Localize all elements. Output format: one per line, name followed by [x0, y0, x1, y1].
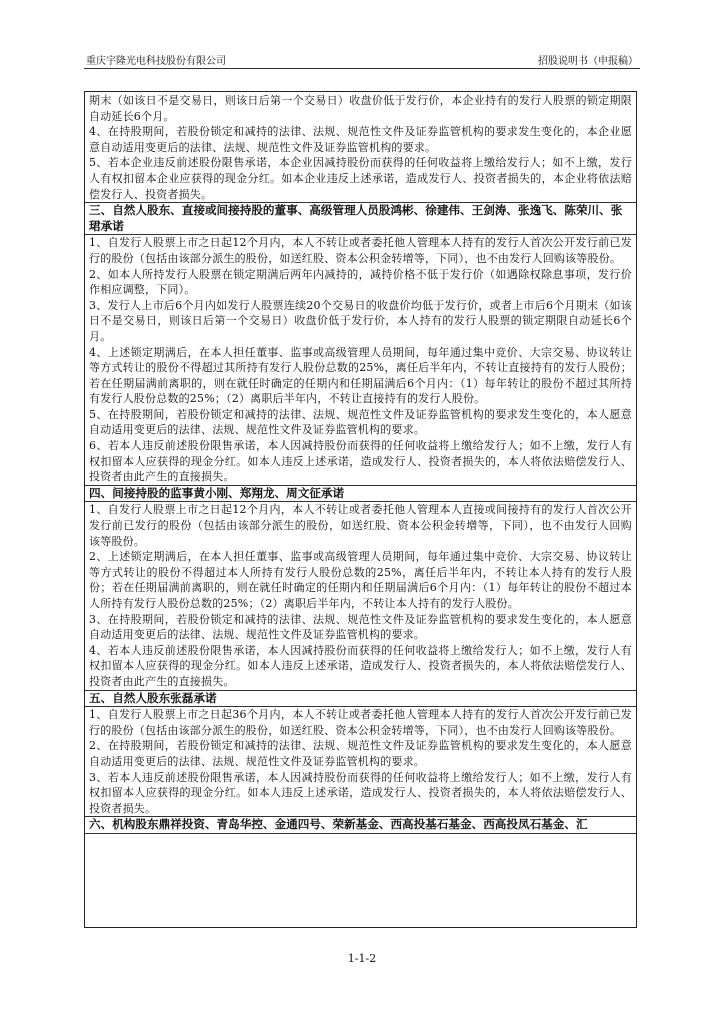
paragraph: 1、自发行人股票上市之日起36个月内，本人不转让或者委托他人管理本人持有的发行人首次公开发行前已发行的股份（包括由该部分派生的股份，如送红股、资本公积金转增等，下同），也不由发行人回购该等股份。: [89, 708, 632, 737]
company-name: 重庆宇隆光电科技股份有限公司: [86, 56, 226, 67]
paragraph: 6、若本人违反前述股份限售承诺，本人因减持股份而获得的任何收益将上缴给发行人；如不上缴，发行人有权扣留本人应获得的现金分红。如本人违反上述承诺，造成发行人、投资者损失的，本人将依法赔偿发行人、投资者由此产生的直接损失。: [89, 439, 632, 484]
page-header: [84, 50, 640, 66]
paragraph: 期末（如该日不是交易日，则该日后第一个交易日）收盘价低于发行价，本企业持有的发行人股票的锁定期限自动延长6个月。: [89, 94, 632, 123]
paragraph: 1、自发行人股票上市之日起12个月内，本人不转让或者委托他人管理本人持有的发行人首次公开发行前已发行的股份（包括由该部分派生的股份，如送红股、资本公积金转增等，下同），也不由发行人回购该等股份。: [89, 236, 632, 265]
section-heading: 五、自然人股东张磊承诺: [85, 690, 636, 708]
paragraph: 2、如本人所持发行人股票在锁定期满后两年内减持的，减持价格不低于发行价（如遇除权除息事项，发行价作相应调整，下同）。: [89, 267, 632, 297]
paragraph: 3、若本人违反前述股份限售承诺，本人因减持股份而获得的任何收益将上缴给发行人；如不上缴，发行人有权扣留本人应获得的现金分红。如本人违反上述承诺，造成发行人、投资者损失的，本人将依法赔偿发行人、投资者损失。: [89, 770, 632, 815]
section-heading: 三、自然人股东、直接或间接持股的董事、高级管理人员股鸿彬、徐建伟、王剑涛、张逸飞、陈荣川、张珺承诺: [85, 202, 636, 235]
paragraph: 2、上述锁定期满后，在本人担任董事、监事或高级管理人员期间，每年通过集中竞价、大宗交易、协议转让等方式转让的股份不得超过本人所持有发行人股份总数的25%，离任后半年内，不转让本人持有的发行人股份；若在任期届满前离职的，则在就任时确定的任期内和任期届满后6个月内：（1）每年转让的股份不超过本人所持有发行人股份总数的25%；（2）离职后半年内，不转让本人持有的发行人股份。: [89, 550, 632, 610]
paragraph: 5、在持股期间，若股份锁定和减持的法律、法规、规范性文件及证券监管机构的要求发生变化的，本人愿意自动适用变更后的法律、法规、规范性文件及证券监管机构的要求。: [89, 407, 632, 437]
paragraph: 3、发行人上市后6个月内如发行人股票连续20个交易日的收盘价均低于发行价，或者上市后6个月期末（如该日不是交易日，则该日后第一个交易日）收盘价低于发行价，本人持有的发行人股票的锁定期限自动延长6个月。: [89, 298, 632, 343]
content-frame: [84, 91, 637, 928]
document-title: 招股说明书（申报稿）: [538, 56, 638, 67]
header-rule: [84, 68, 640, 69]
page-number: 1-1-2: [347, 952, 377, 965]
paragraph: 1、自发行人股票上市之日起12个月内，本人不转让或者委托他人管理本人直接或间接持有的发行人首次公开发行前已发行的股份（包括由该部分派生的股份，如送红股、资本公积金转增等，下同），也不由发行人回购该等股份。: [89, 503, 632, 548]
paragraph: 2、在持股期间，若股份锁定和减持的法律、法规、规范性文件及证券监管机构的要求发生变化的，本人愿意自动适用变更后的法律、法规、规范性文件及证券监管机构的要求。: [89, 739, 632, 768]
section-heading: 六、机构股东鼎祥投资、青岛华控、金通四号、荣新基金、西高投基石基金、西高投凤石基金、汇: [85, 816, 636, 834]
section-heading: 四、间接持股的监事黄小刚、郑翔龙、周文征承诺: [85, 485, 636, 503]
paragraph: 4、若本人违反前述股份限售承诺，本人因减持股份而获得的任何收益将上缴给发行人；如不上缴，发行人有权扣留本人应获得的现金分红。如本人违反上述承诺，造成发行人、投资者损失的，本人将依法赔偿发行人、投资者由此产生的直接损失。: [89, 643, 632, 688]
paragraph: 4、上述锁定期满后，在本人担任董事、监事或高级管理人员期间，每年通过集中竞价、大宗交易、协议转让等方式转让的股份不得超过其所持有发行人股份总数的25%，离任后半年内，不转让直接持有的发行人股份；若在任期届满前离职的，则在就任时确定的任期内和任期届满后6个月内：（1）每年转让的股份不超过其所持有发行人股份总数的25%；（2）离职后半年内，不转让直接持有的发行人股份。: [89, 345, 632, 406]
paragraph: 3、在持股期间，若股份锁定和减持的法律、法规、规范性文件及证券监管机构的要求发生变化的，本人愿意自动适用变更后的法律、法规、规范性文件及证券监管机构的要求。: [89, 612, 632, 642]
paragraph: 5、若本企业违反前述股份限售承诺，本企业因减持股份而获得的任何收益将上缴给发行人；如不上缴，发行人有权扣留本企业应获得的现金分红。如本企业违反上述承诺，造成发行人、投资者损失的，本企业将依法赔偿发行人、投资者损失。: [89, 156, 632, 201]
paragraph: 4、在持股期间，若股份锁定和减持的法律、法规、规范性文件及证券监管机构的要求发生变化的，本企业愿意自动适用变更后的法律、法规、规范性文件及证券监管机构的要求。: [89, 125, 632, 154]
